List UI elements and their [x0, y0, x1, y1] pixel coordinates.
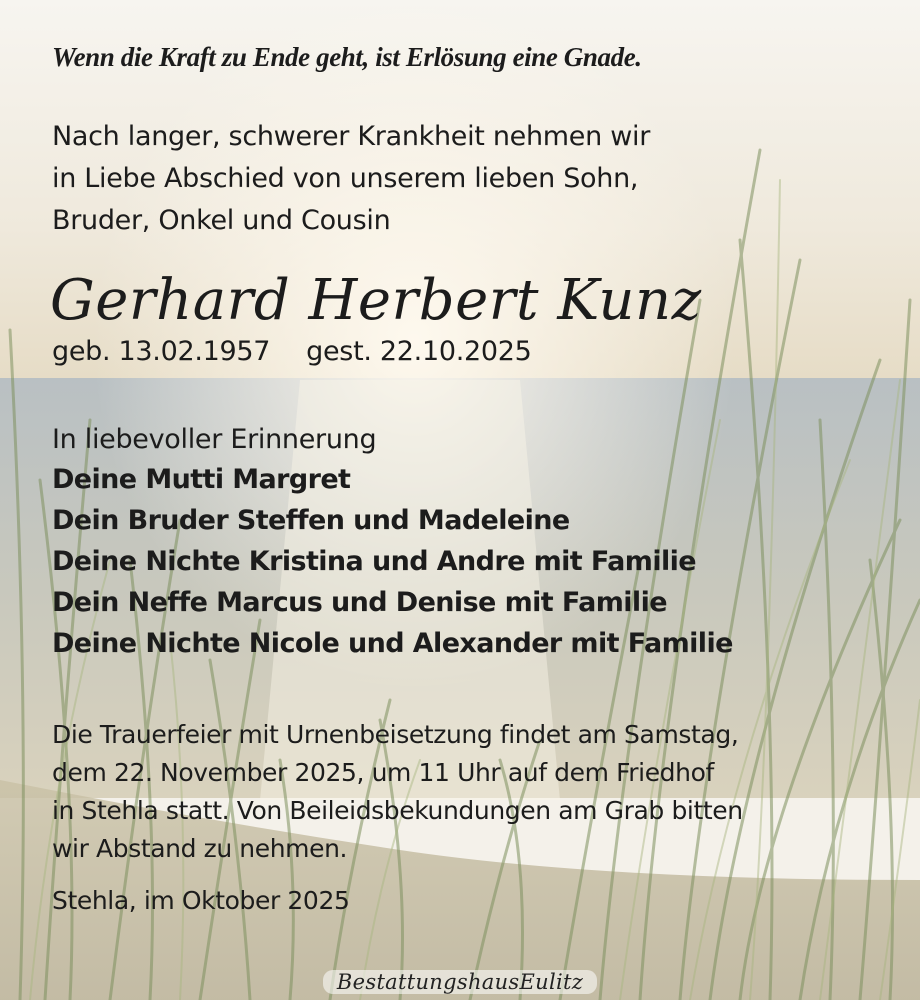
mourner-entry: Deine Nichte Kristina und Andre mit Familie — [52, 546, 697, 577]
funeral-home-name: BestattungshausEulitz — [323, 970, 597, 994]
funeral-home-logo — [0, 970, 920, 994]
deceased-name: Gerhard Herbert Kunz — [50, 268, 702, 333]
motto: Wenn die Kraft zu Ende geht, ist Erlösung eine Gnade. — [52, 42, 642, 72]
intro-line: Nach langer, schwerer Krankheit nehmen wir — [52, 121, 650, 152]
life-dates — [52, 336, 532, 367]
place-date: Stehla, im Oktober 2025 — [52, 886, 350, 915]
mourner-entry: Dein Neffe Marcus und Denise mit Familie — [52, 587, 667, 618]
mourner-entry: Dein Bruder Steffen und Madeleine — [52, 505, 570, 536]
ceremony-line: in Stehla statt. Von Beileidsbekundungen am Grab bitten — [52, 796, 743, 825]
ceremony-line: Die Trauerfeier mit Urnenbeisetzung findet am Samstag, — [52, 720, 739, 749]
mourners-list — [52, 459, 733, 664]
ceremony-line: wir Abstand zu nehmen. — [52, 834, 348, 863]
mourner-entry: Deine Mutti Margret — [52, 464, 351, 495]
mourners-intro: In liebevoller Erinnerung — [52, 424, 377, 455]
ceremony-info — [52, 716, 743, 868]
death-date: gest. 22.10.2025 — [306, 336, 532, 367]
birth-date: geb. 13.02.1957 — [52, 336, 271, 367]
mourner-entry: Deine Nichte Nicole und Alexander mit Familie — [52, 628, 733, 659]
intro-text — [52, 116, 650, 242]
intro-line: in Liebe Abschied von unserem lieben Sohn, — [52, 163, 639, 194]
ceremony-line: dem 22. November 2025, um 11 Uhr auf dem Friedhof — [52, 758, 714, 787]
intro-line: Bruder, Onkel und Cousin — [52, 205, 391, 236]
